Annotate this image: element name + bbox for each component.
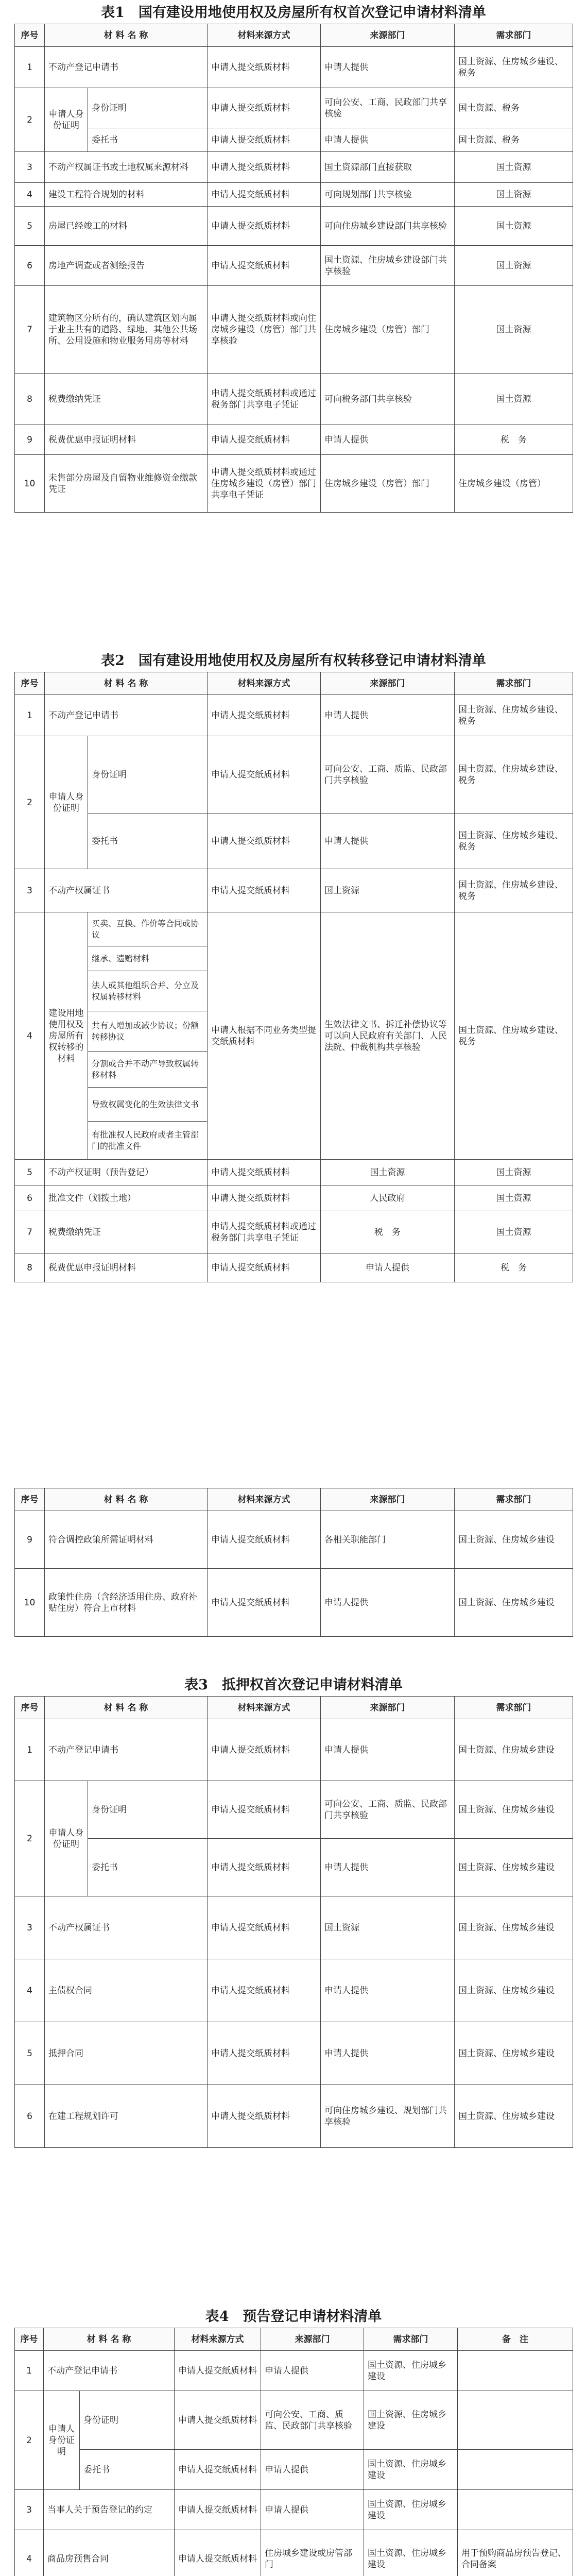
row-number: 4 bbox=[15, 2530, 44, 2576]
header-cell: 材料来源方式 bbox=[208, 1697, 321, 1719]
source-method: 申请人提交纸质材料 bbox=[208, 1896, 321, 1959]
material-name: 不动产权证明（预告登记） bbox=[45, 1160, 208, 1185]
demand-dept: 国土资源、住房城乡建设 bbox=[364, 2351, 458, 2391]
material-name: 税费优惠申报证明材料 bbox=[45, 1253, 208, 1282]
demand-dept: 国土资源、住房城乡建设、税务 bbox=[455, 814, 573, 869]
source-dept: 申请人提供 bbox=[321, 2022, 455, 2085]
source-method: 申请人提交纸质材料 bbox=[208, 736, 321, 814]
material-name: 有批准权人民政府或者主管部门的批准文件 bbox=[88, 1122, 208, 1160]
header-cell: 来源部门 bbox=[261, 2328, 364, 2351]
material-name: 批准文件（划拨土地） bbox=[45, 1185, 208, 1211]
group-label: 申请人身份证明 bbox=[44, 2391, 80, 2490]
source-method: 申请人提交纸质材料 bbox=[175, 2351, 261, 2391]
table-row bbox=[15, 374, 573, 425]
material-name: 建设工程符合规划的材料 bbox=[45, 183, 208, 207]
row-number: 2 bbox=[15, 1781, 45, 1896]
table-row bbox=[15, 2530, 573, 2576]
table-row bbox=[15, 736, 573, 814]
table-row bbox=[15, 1569, 573, 1637]
header-cell: 需求部门 bbox=[455, 1697, 573, 1719]
demand-dept: 国土资源、住房城乡建设 bbox=[364, 2490, 458, 2530]
material-name: 法人或其他组织合并、分立及权属转移材料 bbox=[88, 971, 208, 1011]
demand-dept: 国土资源、住房城乡建设 bbox=[455, 1896, 573, 1959]
demand-dept: 国土资源 bbox=[455, 1185, 573, 1211]
group-label: 申请人身份证明 bbox=[45, 736, 88, 869]
demand-dept: 国土资源 bbox=[455, 374, 573, 425]
demand-dept: 国土资源、住房城乡建设 bbox=[455, 1781, 573, 1839]
header-cell: 备 注 bbox=[458, 2328, 573, 2351]
row-number: 1 bbox=[15, 695, 45, 736]
source-dept: 申请人提供 bbox=[321, 1569, 455, 1637]
table1 bbox=[14, 24, 573, 513]
group-label: 申请人身份证明 bbox=[45, 88, 88, 152]
header-cell: 材料来源方式 bbox=[208, 1488, 321, 1511]
table-row bbox=[15, 1160, 573, 1185]
material-name: 商品房预售合同 bbox=[44, 2530, 175, 2576]
header-cell: 序号 bbox=[15, 1697, 45, 1719]
row-number: 3 bbox=[15, 2490, 44, 2530]
demand-dept: 国土资源、住房城乡建设 bbox=[455, 2022, 573, 2085]
material-name: 继承、遗赠材料 bbox=[88, 946, 208, 971]
table-row bbox=[15, 2490, 573, 2530]
source-method: 申请人提交纸质材料 bbox=[208, 869, 321, 912]
table4 bbox=[14, 2328, 573, 2576]
source-method: 申请人提交纸质材料或通过税务部门共享电子凭证 bbox=[208, 374, 321, 425]
table-row bbox=[15, 912, 573, 946]
material-name: 身份证明 bbox=[80, 2391, 175, 2450]
material-name: 不动产权属证书 bbox=[45, 1896, 208, 1959]
row-number: 5 bbox=[15, 207, 45, 246]
table-row bbox=[15, 869, 573, 912]
table-row bbox=[15, 183, 573, 207]
header-cell: 来源部门 bbox=[321, 1488, 455, 1511]
source-dept: 可向规划部门共享核验 bbox=[321, 183, 455, 207]
source-dept: 申请人提供 bbox=[321, 1719, 455, 1781]
header-cell: 材 料 名 称 bbox=[45, 1697, 208, 1719]
source-dept: 申请人提供 bbox=[261, 2450, 364, 2490]
material-name: 房屋已经竣工的材料 bbox=[45, 207, 208, 246]
source-method: 申请人提交纸质材料 bbox=[208, 47, 321, 88]
table3-header-row bbox=[15, 1697, 573, 1719]
source-method: 申请人提交纸质材料或通过税务部门共享电子凭证 bbox=[208, 1211, 321, 1253]
demand-dept: 国土资源、住房城乡建设 bbox=[455, 1569, 573, 1637]
source-method: 申请人提交纸质材料 bbox=[208, 425, 321, 455]
header-cell: 需求部门 bbox=[455, 1488, 573, 1511]
source-method: 申请人提交纸质材料 bbox=[208, 207, 321, 246]
row-number: 7 bbox=[15, 286, 45, 374]
row-number: 3 bbox=[15, 1896, 45, 1959]
source-dept: 国土资源部门直接获取 bbox=[321, 152, 455, 183]
material-name: 不动产登记申请书 bbox=[45, 695, 208, 736]
table-row bbox=[15, 1839, 573, 1896]
table-row bbox=[15, 2391, 573, 2450]
note bbox=[458, 2351, 573, 2391]
table-row bbox=[15, 1781, 573, 1839]
source-dept: 各相关职能部门 bbox=[321, 1511, 455, 1569]
table-row bbox=[15, 246, 573, 286]
table-row bbox=[15, 1253, 573, 1282]
source-method: 申请人提交纸质材料 bbox=[208, 183, 321, 207]
header-cell: 材料来源方式 bbox=[208, 672, 321, 695]
row-number: 9 bbox=[15, 1511, 45, 1569]
table2-section bbox=[14, 650, 573, 1282]
table2-continued-section bbox=[14, 1488, 573, 1637]
demand-dept: 国土资源、住房城乡建设 bbox=[455, 2085, 573, 2148]
source-dept: 国土资源 bbox=[321, 869, 455, 912]
header-cell: 材料来源方式 bbox=[175, 2328, 261, 2351]
source-dept: 申请人提供 bbox=[321, 1839, 455, 1896]
source-method: 申请人提交纸质材料 bbox=[175, 2391, 261, 2450]
row-number: 4 bbox=[15, 1959, 45, 2022]
table2-header-row bbox=[15, 672, 573, 695]
source-method: 申请人提交纸质材料 bbox=[175, 2530, 261, 2576]
table2-title: 表2 国有建设用地使用权及房屋所有权转移登记申请材料清单 bbox=[101, 653, 486, 669]
header-cell: 材 料 名 称 bbox=[44, 2328, 175, 2351]
demand-dept: 税 务 bbox=[455, 1253, 573, 1282]
table1-section bbox=[14, 2, 573, 513]
material-name: 共有人增加或减少协议；份额转移协议 bbox=[88, 1011, 208, 1052]
row-number: 6 bbox=[15, 246, 45, 286]
row-number: 6 bbox=[15, 1185, 45, 1211]
note bbox=[458, 2490, 573, 2530]
row-number: 10 bbox=[15, 1569, 45, 1637]
table4-header-row bbox=[15, 2328, 573, 2351]
demand-dept: 国土资源、住房城乡建设 bbox=[455, 1511, 573, 1569]
source-method: 申请人提交纸质材料 bbox=[175, 2490, 261, 2530]
demand-dept: 国土资源、住房城乡建设 bbox=[364, 2530, 458, 2576]
header-cell: 材 料 名 称 bbox=[45, 1488, 208, 1511]
source-dept: 申请人提供 bbox=[261, 2351, 364, 2391]
row-number: 10 bbox=[15, 455, 45, 513]
source-method: 申请人提交纸质材料 bbox=[208, 1160, 321, 1185]
source-method: 申请人提交纸质材料 bbox=[208, 88, 321, 128]
source-method: 申请人提交纸质材料 bbox=[208, 814, 321, 869]
material-name: 不动产登记申请书 bbox=[44, 2351, 175, 2391]
header-cell: 序号 bbox=[15, 24, 45, 47]
header-cell: 来源部门 bbox=[321, 1697, 455, 1719]
material-name: 不动产权属证书 bbox=[45, 869, 208, 912]
demand-dept: 国土资源 bbox=[455, 1160, 573, 1185]
demand-dept: 国土资源 bbox=[455, 246, 573, 286]
table-row bbox=[15, 1896, 573, 1959]
header-cell: 材料来源方式 bbox=[208, 24, 321, 47]
source-dept: 国土资源、住房城乡建设部门共享核验 bbox=[321, 246, 455, 286]
row-number: 4 bbox=[15, 912, 45, 1160]
demand-dept: 国土资源、住房城乡建设、税务 bbox=[455, 736, 573, 814]
row-number: 1 bbox=[15, 1719, 45, 1781]
source-dept: 国土资源 bbox=[321, 1896, 455, 1959]
source-method: 申请人根据不同业务类型提交纸质材料 bbox=[208, 912, 321, 1160]
demand-dept: 国土资源、住房城乡建设 bbox=[455, 1839, 573, 1896]
row-number: 5 bbox=[15, 1160, 45, 1185]
table-row bbox=[15, 1211, 573, 1253]
source-method: 申请人提交纸质材料 bbox=[175, 2450, 261, 2490]
table2 bbox=[14, 672, 573, 1282]
material-name: 分割或合并不动产导致权属转移材料 bbox=[88, 1052, 208, 1088]
demand-dept: 税 务 bbox=[455, 425, 573, 455]
source-method: 申请人提交纸质材料或向住房城乡建设（房管）部门共享核验 bbox=[208, 286, 321, 374]
source-dept: 可向公安、工商、民政部门共享核验 bbox=[321, 88, 455, 128]
demand-dept: 国土资源、住房城乡建设、税务 bbox=[455, 47, 573, 88]
demand-dept: 国土资源、税务 bbox=[455, 128, 573, 152]
material-name: 抵押合同 bbox=[45, 2022, 208, 2085]
material-name: 委托书 bbox=[88, 128, 208, 152]
header-cell: 材 料 名 称 bbox=[45, 24, 208, 47]
header-cell: 序号 bbox=[15, 2328, 44, 2351]
header-cell: 来源部门 bbox=[321, 24, 455, 47]
source-dept: 可向公安、工商、质监、民政部门共享核验 bbox=[321, 736, 455, 814]
source-method: 申请人提交纸质材料 bbox=[208, 1253, 321, 1282]
table-row bbox=[15, 2022, 573, 2085]
demand-dept: 国土资源、住房城乡建设 bbox=[364, 2391, 458, 2450]
source-dept: 申请人提供 bbox=[261, 2490, 364, 2530]
material-name: 买卖、互换、作价等合同或协议 bbox=[88, 912, 208, 946]
material-name: 建筑物区分所有的，确认建筑区划内属于业主共有的道路、绿地、其他公共场所、公用设施和物业服务用房等材料 bbox=[45, 286, 208, 374]
row-number: 5 bbox=[15, 2022, 45, 2085]
source-dept: 国土资源 bbox=[321, 1160, 455, 1185]
row-number: 7 bbox=[15, 1211, 45, 1253]
source-method: 申请人提交纸质材料 bbox=[208, 128, 321, 152]
material-name: 主债权合同 bbox=[45, 1959, 208, 2022]
source-dept: 申请人提供 bbox=[321, 425, 455, 455]
demand-dept: 国土资源 bbox=[455, 1211, 573, 1253]
row-number: 2 bbox=[15, 2391, 44, 2490]
table-row bbox=[15, 425, 573, 455]
source-dept: 可向公安、工商、质监、民政部门共享核验 bbox=[261, 2391, 364, 2450]
group-label: 申请人身份证明 bbox=[45, 1781, 88, 1896]
table1-header-row bbox=[15, 24, 573, 47]
material-name: 委托书 bbox=[80, 2450, 175, 2490]
source-dept: 申请人提供 bbox=[321, 814, 455, 869]
row-number: 3 bbox=[15, 869, 45, 912]
table4-title: 表4 预告登记申请材料清单 bbox=[205, 2309, 382, 2325]
header-cell: 序号 bbox=[15, 1488, 45, 1511]
table1-title: 表1 国有建设用地使用权及房屋所有权首次登记申请材料清单 bbox=[101, 5, 486, 21]
table-row bbox=[15, 695, 573, 736]
row-number: 2 bbox=[15, 736, 45, 869]
header-cell: 需求部门 bbox=[364, 2328, 458, 2351]
source-method: 申请人提交纸质材料 bbox=[208, 1781, 321, 1839]
table-row bbox=[15, 1959, 573, 2022]
source-dept: 住房城乡建设（房管）部门 bbox=[321, 455, 455, 513]
row-number: 2 bbox=[15, 88, 45, 152]
demand-dept: 国土资源、住房城乡建设 bbox=[455, 1719, 573, 1781]
source-dept: 生效法律文书、拆迁补偿协议等可以向人民政府有关部门、人民法院、仲裁机构共享核验 bbox=[321, 912, 455, 1160]
material-name: 身份证明 bbox=[88, 736, 208, 814]
demand-dept: 国土资源、住房城乡建设 bbox=[455, 1959, 573, 2022]
source-method: 申请人提交纸质材料 bbox=[208, 246, 321, 286]
source-dept: 申请人提供 bbox=[321, 1959, 455, 2022]
table-row bbox=[15, 128, 573, 152]
demand-dept: 国土资源、住房城乡建设、税务 bbox=[455, 912, 573, 1160]
material-name: 未售部分房屋及自留物业维修资金缴款凭证 bbox=[45, 455, 208, 513]
material-name: 税费缴纳凭证 bbox=[45, 374, 208, 425]
table-row bbox=[15, 2085, 573, 2148]
table3-title: 表3 抵押权首次登记申请材料清单 bbox=[184, 1677, 403, 1693]
header-cell: 序号 bbox=[15, 672, 45, 695]
demand-dept: 国土资源 bbox=[455, 207, 573, 246]
header-cell: 来源部门 bbox=[321, 672, 455, 695]
table4-section bbox=[14, 2306, 573, 2576]
table-row bbox=[15, 47, 573, 88]
source-method: 申请人提交纸质材料或通过住房城乡建设（房管）部门共享电子凭证 bbox=[208, 455, 321, 513]
source-dept: 申请人提供 bbox=[321, 47, 455, 88]
source-dept: 申请人提供 bbox=[321, 128, 455, 152]
source-dept: 申请人提供 bbox=[321, 695, 455, 736]
source-dept: 住房城乡建设（房管）部门 bbox=[321, 286, 455, 374]
table-row bbox=[15, 2351, 573, 2391]
table2-continued bbox=[14, 1488, 573, 1637]
source-dept: 住房城乡建设或房管部门 bbox=[261, 2530, 364, 2576]
source-method: 申请人提交纸质材料 bbox=[208, 1185, 321, 1211]
source-dept: 可向税务部门共享核验 bbox=[321, 374, 455, 425]
source-method: 申请人提交纸质材料 bbox=[208, 2022, 321, 2085]
row-number: 3 bbox=[15, 152, 45, 183]
demand-dept: 国土资源 bbox=[455, 286, 573, 374]
row-number: 8 bbox=[15, 374, 45, 425]
source-method: 申请人提交纸质材料 bbox=[208, 1719, 321, 1781]
material-name: 不动产权属证书或土地权属来源材料 bbox=[45, 152, 208, 183]
source-dept: 可向公安、工商、质监、民政部门共享核验 bbox=[321, 1781, 455, 1839]
material-name: 房地产调查或者测绘报告 bbox=[45, 246, 208, 286]
source-method: 申请人提交纸质材料 bbox=[208, 1959, 321, 2022]
demand-dept: 国土资源、住房城乡建设、税务 bbox=[455, 869, 573, 912]
demand-dept: 国土资源、住房城乡建设 bbox=[364, 2450, 458, 2490]
material-name: 政策性住房（含经济适用住房、政府补贴住房）符合上市材料 bbox=[45, 1569, 208, 1637]
table-row bbox=[15, 152, 573, 183]
table-row bbox=[15, 286, 573, 374]
material-name: 符合调控政策所需证明材料 bbox=[45, 1511, 208, 1569]
note: 用于预购商品房预告登记、合同备案 bbox=[458, 2530, 573, 2576]
source-method: 申请人提交纸质材料 bbox=[208, 1511, 321, 1569]
material-name: 身份证明 bbox=[88, 88, 208, 128]
source-dept: 税 务 bbox=[321, 1211, 455, 1253]
header-cell: 材 料 名 称 bbox=[45, 672, 208, 695]
material-name: 导致权属变化的生效法律文书 bbox=[88, 1088, 208, 1122]
table-row bbox=[15, 1185, 573, 1211]
table-row bbox=[15, 88, 573, 128]
source-method: 申请人提交纸质材料 bbox=[208, 695, 321, 736]
source-method: 申请人提交纸质材料 bbox=[208, 152, 321, 183]
row-number: 1 bbox=[15, 47, 45, 88]
table2-continued-header-row bbox=[15, 1488, 573, 1511]
table-row bbox=[15, 2450, 573, 2490]
row-number: 8 bbox=[15, 1253, 45, 1282]
table-row bbox=[15, 814, 573, 869]
header-cell: 需求部门 bbox=[455, 672, 573, 695]
demand-dept: 国土资源 bbox=[455, 183, 573, 207]
source-method: 申请人提交纸质材料 bbox=[208, 1839, 321, 1896]
table-row bbox=[15, 455, 573, 513]
group-label: 建设用地使用权及房屋所有权转移的材料 bbox=[45, 912, 88, 1160]
material-name: 当事人关于预告登记的约定 bbox=[44, 2490, 175, 2530]
material-name: 税费优惠申报证明材料 bbox=[45, 425, 208, 455]
source-method: 申请人提交纸质材料 bbox=[208, 1569, 321, 1637]
table-row bbox=[15, 207, 573, 246]
source-dept: 可向住房城乡建设部门共享核验 bbox=[321, 207, 455, 246]
material-name: 税费缴纳凭证 bbox=[45, 1211, 208, 1253]
source-dept: 人民政府 bbox=[321, 1185, 455, 1211]
table-row bbox=[15, 1511, 573, 1569]
table3 bbox=[14, 1696, 573, 2148]
row-number: 6 bbox=[15, 2085, 45, 2148]
demand-dept: 住房城乡建设（房管） bbox=[455, 455, 573, 513]
table3-section bbox=[14, 1674, 573, 2148]
header-cell: 需求部门 bbox=[455, 24, 573, 47]
demand-dept: 国土资源、住房城乡建设、税务 bbox=[455, 695, 573, 736]
source-dept: 可向住房城乡建设、规划部门共享核验 bbox=[321, 2085, 455, 2148]
table-row bbox=[15, 1719, 573, 1781]
material-name: 身份证明 bbox=[88, 1781, 208, 1839]
material-name: 不动产登记申请书 bbox=[45, 1719, 208, 1781]
material-name: 不动产登记申请书 bbox=[45, 47, 208, 88]
material-name: 在建工程规划许可 bbox=[45, 2085, 208, 2148]
demand-dept: 国土资源 bbox=[455, 152, 573, 183]
source-method: 申请人提交纸质材料 bbox=[208, 2085, 321, 2148]
material-name: 委托书 bbox=[88, 1839, 208, 1896]
row-number: 9 bbox=[15, 425, 45, 455]
row-number: 1 bbox=[15, 2351, 44, 2391]
material-name: 委托书 bbox=[88, 814, 208, 869]
row-number: 4 bbox=[15, 183, 45, 207]
note bbox=[458, 2391, 573, 2450]
source-dept: 申请人提供 bbox=[321, 1253, 455, 1282]
note bbox=[458, 2450, 573, 2490]
demand-dept: 国土资源、税务 bbox=[455, 88, 573, 128]
